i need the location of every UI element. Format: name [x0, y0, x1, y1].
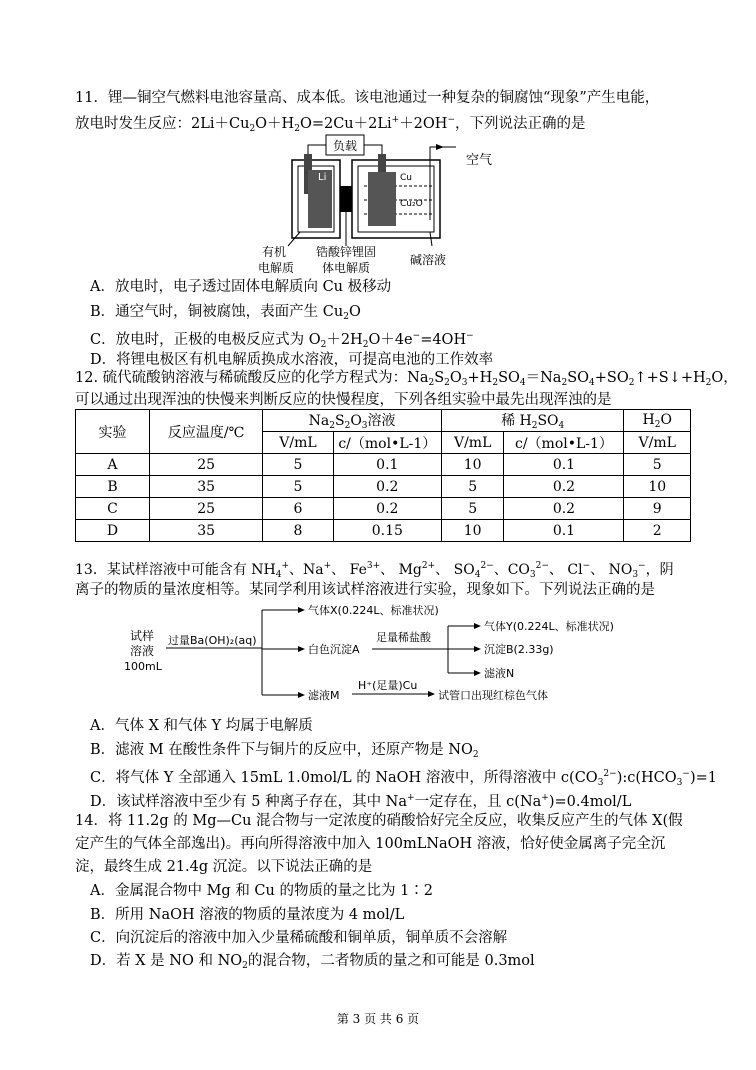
q13-stem-line2: 离子的物质的量浓度相等。某同学利用该试样溶液进行实验，现象如下。下列说法正确的是 [75, 582, 655, 598]
svg-text:滤液N: 滤液N [484, 667, 515, 680]
svg-text:沉淀B(2.33g): 沉淀B(2.33g) [484, 643, 554, 656]
q14-option-b: B．所用 NaOH 溶液的物质的量浓度为 4 mol/L [90, 907, 405, 923]
q11-option-d: D．将锂电极区有机电解质换成水溶液，可提高电池的工作效率 [90, 352, 494, 368]
load-label: 负载 [332, 139, 358, 153]
table-row: A 25 5 0.1 10 0.1 5 [76, 454, 691, 476]
table-row: C 25 6 0.2 5 0.2 9 [76, 498, 691, 520]
svg-text:Cu: Cu [400, 173, 412, 183]
page-footer: 第 3 页 共 6 页 [336, 1012, 420, 1026]
q11-stem-line2: 放电时发生反应：$2Li+Cu_2O+H_2O=2Cu+2Li^++2OH^-$，下列说法正确的是 [75, 115, 586, 134]
air-label: 空气 [466, 153, 493, 168]
svg-text:气体Y(0.224L、标准状况): 气体Y(0.224L、标准状况) [484, 620, 614, 633]
header-experiment: 实验 [76, 410, 150, 454]
q13-option-d: D．该试样溶液中至少有 5 种离子存在，其中 Na+一定存在，且 c(Na+)=0.4mol/L [90, 793, 632, 810]
q13-option-a: A．气体 X 和气体 Y 均属于电解质 [90, 718, 313, 734]
svg-text:白色沉淀A: 白色沉淀A [308, 643, 360, 656]
q12-data-table: 实验 反应温度/℃ $Na_2S_2O_3$溶液 稀 $H_2SO_4$ $H_2O$ V/mL c/（mol•L-1） V/mL c/（mol•L-1） V/mL A 25 5 0.1 10 0.1 5 B 35 5 0.2 5 0.2 10 C 25 6 0.2 5 0.2 9 D 35 8 0.15 10 0.1 2 [75, 409, 691, 542]
header-water: $H_2O$ [624, 410, 691, 432]
q11-option-c: C．放电时，正极的电极反应式为 $O_2+2H_2O+4e^-=4OH^-$ [90, 331, 474, 350]
header-na2s2o3: $Na_2S_2O_3$溶液 [263, 410, 442, 432]
svg-text:锆酸锌锂固: 锆酸锌锂固 [316, 245, 377, 259]
svg-text:气体X(0.224L、标准状况): 气体X(0.224L、标准状况) [308, 604, 439, 617]
q14-option-a: A．金属混合物中 Mg 和 Cu 的物质的量之比为 1∶2 [90, 883, 434, 899]
header-temperature: 反应温度/℃ [149, 410, 262, 454]
svg-text:有机: 有机 [262, 245, 287, 259]
battery-diagram [0, 130, 756, 280]
svg-text:H⁺(足量)Cu: H⁺(足量)Cu [358, 679, 418, 692]
svg-text:试管口出现红棕色气体: 试管口出现红棕色气体 [438, 689, 548, 702]
svg-text:体电解质: 体电解质 [322, 261, 371, 275]
svg-text:足量稀盐酸: 足量稀盐酸 [376, 631, 431, 644]
header-h2so4: 稀 $H_2SO_4$ [441, 410, 624, 432]
q11-option-b: B．通空气时，铜被腐蚀，表面产生 $Cu_2O$ [90, 304, 361, 322]
q13-flowchart [0, 600, 756, 705]
svg-text:Cu₂O: Cu₂O [400, 199, 423, 209]
q13-option-c: C．将气体 Y 全部通入 15mL 1.0mol/L 的 NaOH 溶液中，所得溶液中 $c(CO_3^{2-}):c(HCO_3^-)=1$ [90, 769, 717, 788]
q11-option-a: A．放电时，电子透过固体电解质向 Cu 极移动 [90, 279, 392, 295]
q14-stem-line1: 14．将 11.2g 的 Mg—Cu 混合物与一定浓度的硝酸恰好完全反应，收集反应产生的气体 X(假 [75, 813, 683, 829]
svg-text:溶液: 溶液 [130, 644, 155, 658]
q13-option-b: B．滤液 M 在酸性条件下与铜片的反应中，还原产物是 $NO_2$ [90, 742, 479, 760]
q12-stem-line2: 可以通过出现浑浊的快慢来判断反应的快慢程度，下列各组实验中最先出现浑浊的是 [75, 392, 612, 408]
svg-text:100mL: 100mL [124, 660, 162, 673]
svg-text:滤液M: 滤液M [308, 689, 340, 702]
table-row: D 35 8 0.15 10 0.1 2 [76, 520, 691, 542]
q14-stem-line3: 淀，最终生成 21.4g 沉淀。以下说法正确的是 [75, 859, 373, 875]
q13-stem-line1: 13．某试样溶液中可能含有 $NH_4^+$、Na+、 $Fe^{3+}$、 $Mg^{2+}$、 $SO_4^{2-}$、$CO_3^{2-}$、 Cl−、 $NO_3^-$，阴 [75, 561, 674, 580]
q14-option-d: D．若 X 是 NO 和 $NO_2$的混合物，二者物质的量之和可能是 0.3mol [90, 953, 535, 971]
table-row: B 35 5 0.2 5 0.2 10 [76, 476, 691, 498]
q14-option-c: C．向沉淀后的溶液中加入少量稀硫酸和铜单质，铜单质不会溶解 [90, 930, 508, 946]
q12-stem-line1: 12. 硫代硫酸钠溶液与稀硫酸反应的化学方程式为：$Na_2S_2O_3+H_2SO_4=Na_2SO_4+SO_2↑+S↓+H_2O$， [75, 370, 738, 388]
q14-stem-line2: 定产生的气体全部逸出)。再向所得溶液中加入 100mLNaOH 溶液，恰好使金属离子完全沉 [75, 836, 666, 852]
q11-stem-line1: 11．锂—铜空气燃料电池容量高、成本低。该电池通过一种复杂的铜腐蚀“现象”产生电能， [75, 90, 660, 106]
svg-text:试样: 试样 [130, 629, 155, 643]
svg-text:过量Ba(OH)₂(aq): 过量Ba(OH)₂(aq) [168, 634, 257, 647]
svg-text:碱溶液: 碱溶液 [410, 253, 447, 267]
svg-text:Li: Li [318, 172, 327, 183]
svg-text:电解质: 电解质 [258, 261, 295, 275]
